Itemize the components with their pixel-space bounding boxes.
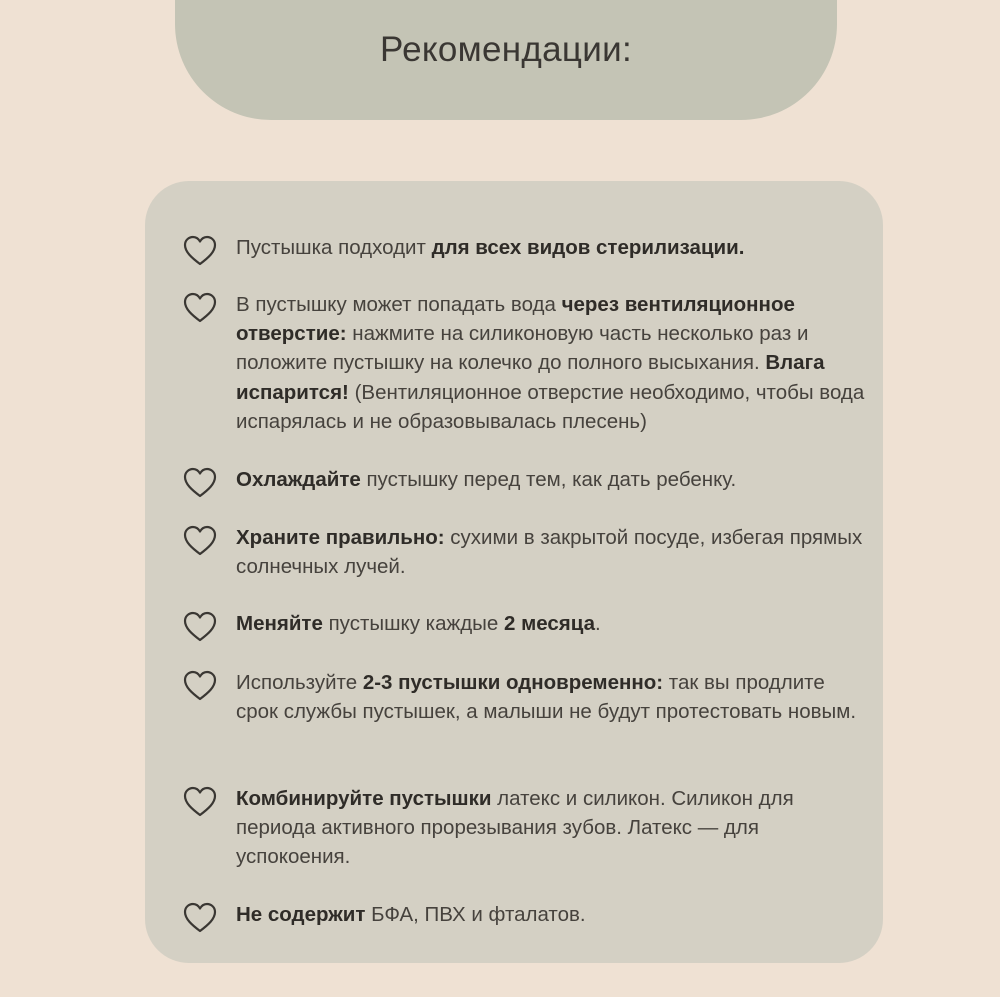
recommendation-item [236,290,872,436]
text-segment: . [595,612,601,635]
heart-outline-icon [183,292,217,324]
bold-text: через вентиляционное отверстие: [236,293,795,346]
text-segment: пустышку каждые [322,612,504,635]
text-segment: так вы продлите срок службы пустышек, а малыши не будут протестовать новым. [236,671,857,724]
bold-text: Не содержит [236,903,366,926]
recommendation-item [236,784,872,872]
bold-text: Влага испарится! [236,351,825,404]
bold-text: 2 месяца [503,612,595,635]
heart-outline-icon [183,670,217,702]
bold-text: Охлаждайте [236,468,361,491]
recommendation-item [236,668,872,726]
recommendation-item [236,233,872,262]
heart-outline-icon [183,235,217,267]
text-segment: латекс и силикон. Силикон для периода активного прорезывания зубов. Латекс — для успокоения. [236,787,794,869]
bold-text: Храните правильно: [236,526,445,549]
text-segment: Используйте [236,671,363,694]
text-segment: пустышку перед тем, как дать ребенку. [360,468,737,491]
recommendation-item [236,900,872,929]
text-segment: (Вентиляционное отверстие необходимо, чтобы вода испарялась и не образовывалась плесень) [236,380,865,433]
heart-outline-icon [183,611,217,643]
text-segment: нажмите на силиконовую часть несколько раз и положите пустышку на колечко до полного высыхания. [236,322,809,375]
recommendation-item [236,609,872,638]
text-segment: Пустышка подходит [236,236,432,259]
heart-outline-icon [183,525,217,557]
page-title: Рекомендации: [380,30,632,69]
bold-text: Меняйте [236,612,323,635]
heart-outline-icon [183,467,217,499]
bold-text: 2-3 пустышки одновременно: [362,671,664,694]
bold-text: для всех видов стерилизации. [431,236,745,259]
recommendation-item [236,523,872,581]
text-segment: В пустышку может попадать вода [236,293,562,316]
bold-text: Комбинируйте пустышки [236,787,492,810]
heart-outline-icon [183,902,217,934]
recommendation-item [236,465,872,494]
text-segment: БФА, ПВХ и фталатов. [365,903,586,926]
text-segment: сухими в закрытой посуде, избегая прямых солнечных лучей. [236,526,863,579]
heart-outline-icon [183,786,217,818]
